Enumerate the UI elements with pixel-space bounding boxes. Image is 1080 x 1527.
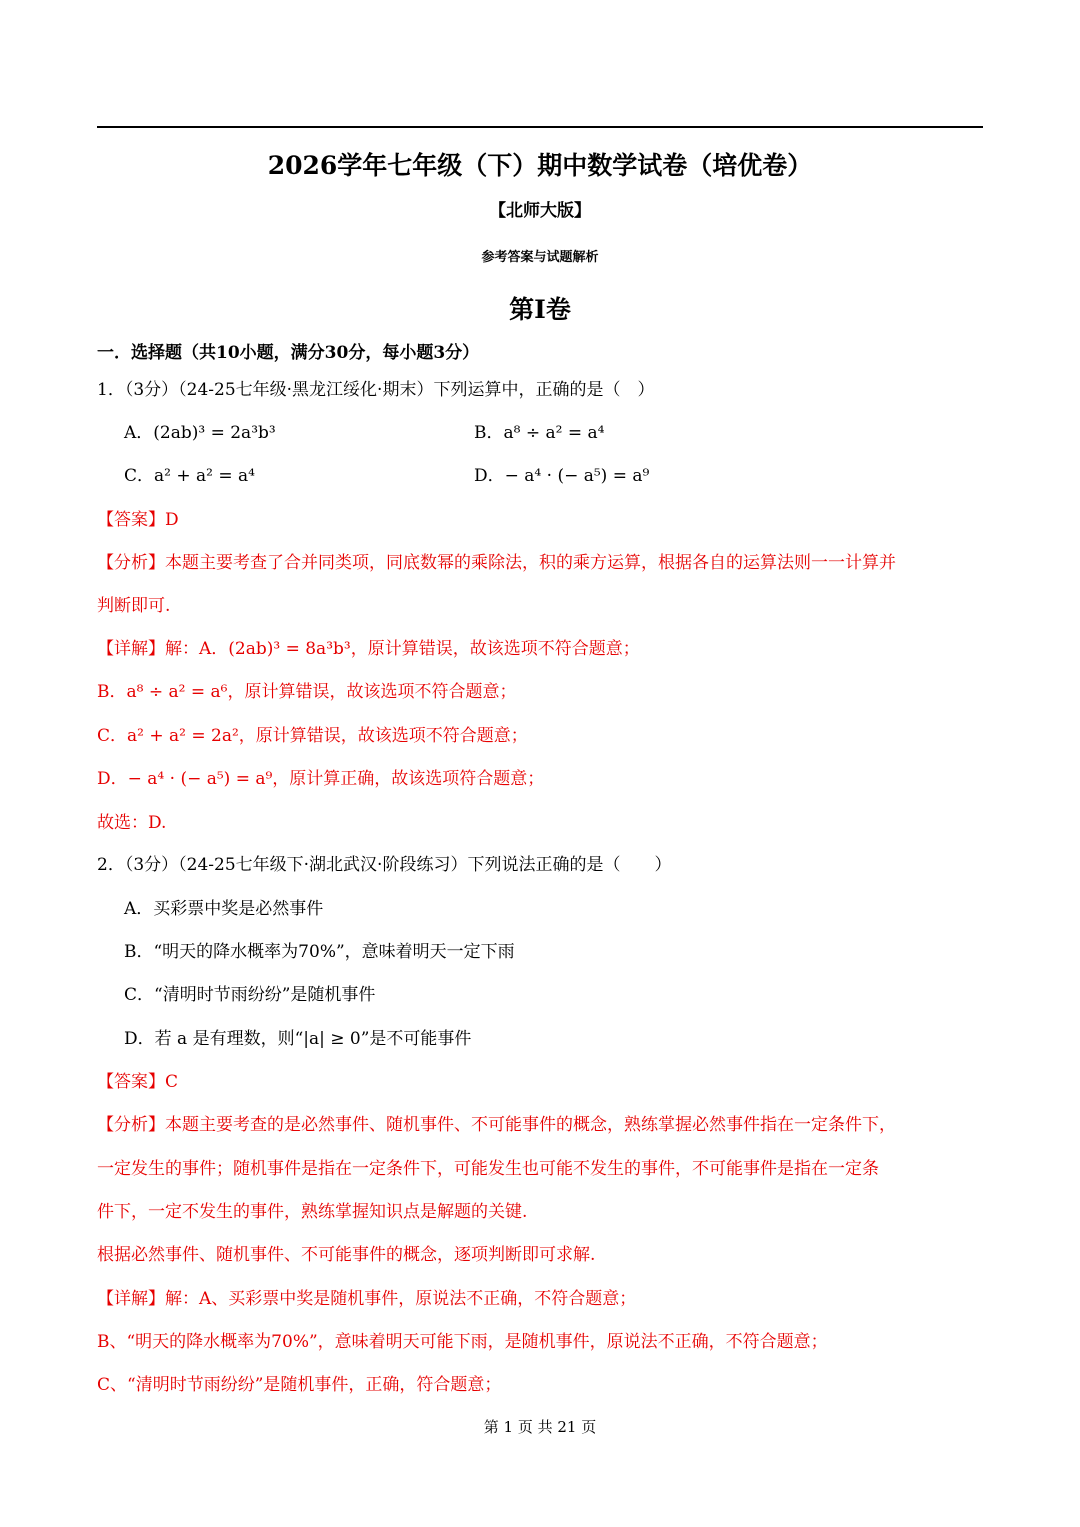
q1-choice: 故选：D. [97, 813, 167, 833]
header-rule [97, 126, 983, 128]
q1-option-b: B．a⁸ ÷ a² = a⁴ [474, 423, 605, 443]
edition-label: 【北师大版】 [489, 201, 591, 221]
page-footer: 第 1 页 共 21 页 [483, 1418, 597, 1436]
q2-detail-line3: C、“清明时节雨纷纷”是随机事件，正确，符合题意； [97, 1375, 502, 1395]
q2-option-b: B．“明天的降水概率为70%”，意味着明天一定下雨 [124, 942, 515, 962]
q2-analysis-line3: 件下，一定不发生的事件，熟练掌握知识点是解题的关键. [97, 1202, 528, 1222]
page-title: 2026学年七年级（下）期中数学试卷（培优卷） [267, 151, 813, 180]
q1-answer: 【答案】D [97, 510, 179, 530]
q1-analysis-line2: 判断即可. [97, 596, 171, 616]
q2-option-c: C．“清明时节雨纷纷”是随机事件 [124, 985, 376, 1005]
q2-option-a: A．买彩票中奖是必然事件 [124, 899, 324, 919]
section-heading: 一．选择题（共10小题，满分30分，每小题3分） [97, 343, 480, 363]
volume-title: 第Ⅰ卷 [509, 295, 571, 324]
q2-stem: 2．（3分）（24-25七年级下·湖北武汉·阶段练习）下列说法正确的是（ ） [97, 855, 672, 875]
q1-detail-line3: C．a² + a² = 2a²，原计算错误，故该选项不符合题意； [97, 726, 528, 746]
q2-answer: 【答案】C [97, 1072, 179, 1092]
q2-detail-line1: 【详解】解：A、买彩票中奖是随机事件，原说法不正确，不符合题意； [97, 1289, 637, 1309]
subtitle: 参考答案与试题解析 [481, 250, 599, 265]
q1-option-c: C．a² + a² = a⁴ [124, 466, 255, 486]
q1-analysis-line1: 【分析】本题主要考查了合并同类项，同底数幂的乘除法，积的乘方运算，根据各自的运算法则一一计算并 [97, 553, 896, 573]
q2-detail-line2: B、“明天的降水概率为70%”，意味着明天可能下雨，是随机事件，原说法不正确，不符合题意； [97, 1332, 828, 1352]
q2-option-d: D．若 a 是有理数，则“|a| ≥ 0”是不可能事件 [124, 1029, 472, 1049]
q1-detail-line1: 【详解】解：A．(2ab)³ = 8a³b³，原计算错误，故该选项不符合题意； [97, 639, 640, 659]
q2-analysis-line2: 一定发生的事件；随机事件是指在一定条件下，可能发生也可能不发生的事件，不可能事件是指在一定条 [97, 1159, 879, 1179]
q1-option-a: A．(2ab)³ = 2a³b³ [124, 423, 276, 443]
q2-analysis-line4: 根据必然事件、随机事件、不可能事件的概念，逐项判断即可求解. [97, 1245, 596, 1265]
q1-option-d: D．− a⁴ · (− a⁵) = a⁹ [474, 466, 650, 486]
q1-detail-line4: D．− a⁴ · (− a⁵) = a⁹，原计算正确，故该选项符合题意； [97, 769, 545, 789]
q1-stem: 1．（3分）（24-25七年级·黑龙江绥化·期末）下列运算中，正确的是（ ） [97, 380, 655, 400]
q2-analysis-line1: 【分析】本题主要考查的是必然事件、随机事件、不可能事件的概念，熟练掌握必然事件指在一定条件下， [97, 1115, 896, 1135]
q1-detail-line2: B．a⁸ ÷ a² = a⁶，原计算错误，故该选项不符合题意； [97, 682, 517, 702]
